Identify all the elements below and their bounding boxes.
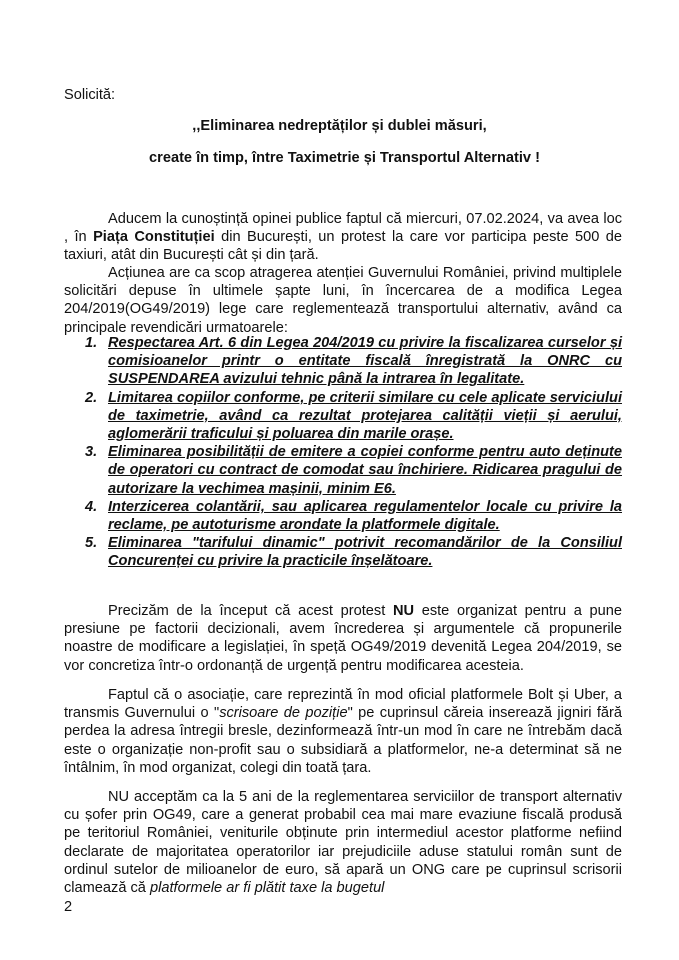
paragraph-objection (64, 788, 622, 897)
demand-item (80, 498, 622, 534)
position-letter-emphasis: scrisoare de poziție (219, 705, 348, 722)
paragraph-association-text-b: " pe cuprinsul căreia inserează jigniri fără perdea la adresa întregii bresle, dezinformează într-un mod în care ne întrebăm dacă este o organizație non-profit sau o subsidiară a platformelor, ne-a determinat să ne întâlnim, în mod organizat, colegi din toată țara. (64, 705, 622, 776)
demand-number: 3. (85, 444, 98, 461)
paragraph-association-text-a: Faptul că o asociație, care reprezintă în mod oficial platformele Bolt și Uber, a transmis Guvernului o " (64, 687, 622, 722)
demand-text: Interzicerea colantării, sau aplicarea regulamentelor locale cu privire la reclame, pe autoturisme arondate la platformele digitale. (108, 498, 622, 534)
paragraph-clarification (64, 602, 622, 675)
platform-taxes-emphasis: platformele ar fi plătit taxe la bugetul (149, 880, 385, 897)
demand-item (80, 443, 622, 498)
demand-text: Respectarea Art. 6 din Legea 204/2019 cu privire la fiscalizarea curselor și comisioanelor printr o entitate fiscală înregistrată la ONRC cu SUSPENDAREA avizului tehnic până la intrarea în legalitate. (108, 335, 622, 388)
paragraph-purpose: Acțiunea are ca scop atragerea atenției Guvernului României, privind multiplele solicitări depuse în ultimele șapte luni, în încercarea de a modifica Legea 204/2019(OG49/2019) lege care reglementează transportului alternativ, având ca principale revendicări urmatoarele: (64, 265, 622, 336)
demand-text: Limitarea copiilor conforme, pe criterii similare cu cele aplicate serviciului de taximetrie, având ca rezultat protejarea calității vieții și aerului, aglomerării traficului și poluarea din marile orașe. (108, 389, 622, 443)
document-title-line-2: create în timp, între Taximetrie și Transportul Alternativ ! (149, 150, 540, 166)
page-number: 2 (64, 899, 73, 915)
demands-list (80, 334, 622, 571)
paragraph-association (64, 686, 622, 777)
demand-item (80, 534, 622, 570)
demand-number: 5. (85, 535, 98, 552)
demand-item (80, 334, 622, 389)
paragraph-objection-text-a: NU acceptăm ca la 5 ani de la reglementarea serviciilor de transport alternativ cu șofer prin OG49, care a generat probabil cea mai mare evaziune fiscală produsă pe teritoriul României, veniturile obținute prin intermediul acestor platforme nefiind declarate de majoritatea operatorilor iar prejudiciile aduse statului român sunt de ordinul sutelor de milioanelor de euro, să apară un ONG care pe cuprinsul scrisorii clamează că (64, 789, 622, 897)
demand-number: 4. (85, 498, 98, 515)
paragraph-announcement-text-a: Aducem la cunoștință opinei publice faptul că miercuri, 07.02.2024, va avea loc , în (64, 211, 622, 246)
demand-item (80, 389, 622, 444)
negation-emphasis: NU (392, 603, 415, 619)
paragraph-clarification-text-b: este organizat pentru a pune presiune pe factorii decizionali, avem încrederea și argumentele că propunerile noastre de modificare a legislației, în speță OG49/2019 devenită Legea 204/2019, se vor concretiza într-o ordonanță de urgență pentru modificarea acesteia. (64, 603, 622, 674)
demand-number: 1. (85, 335, 98, 351)
demand-number: 2. (85, 389, 98, 406)
demand-text: Eliminarea "tarifului dinamic" potrivit recomandărilor de la Consiliul Concurenței cu privire la practicile înșelătoare. (108, 535, 622, 570)
location-emphasis: Piața Constituției (93, 229, 215, 246)
paragraph-announcement (64, 210, 622, 265)
paragraph-clarification-text-a: Precizăm de la început că acest protest (108, 603, 393, 619)
document-title-line-1: ,,Eliminarea nedreptăților și dublei măsuri, (192, 118, 487, 134)
demand-text: Eliminarea posibilității de emitere a copiei conforme pentru auto deținute de operatori cu contract de comodat sau închiriere. Ridicarea pragului de autorizare la vechimea mașinii, minim E6. (108, 444, 622, 497)
paragraph-announcement-text-b: din București, un protest la care vor participa peste 500 de taxiuri, atât din București cât și din țară. (64, 229, 622, 264)
salutation: Solicită: (64, 87, 116, 103)
